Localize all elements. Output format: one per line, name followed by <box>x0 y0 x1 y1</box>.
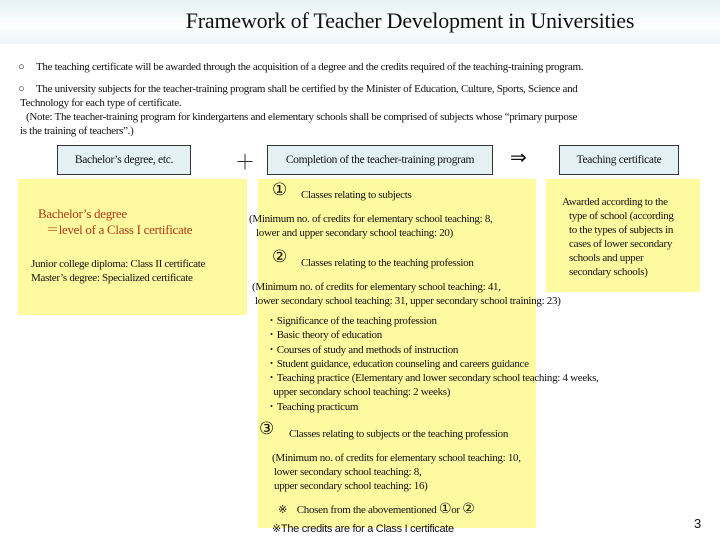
profession-subjects-list <box>266 314 599 414</box>
subjects-or-profession-label: Classes relating to subjects or the teaching profession <box>289 428 509 440</box>
bullet-certificate-award: ○ The teaching certificate will be awarded through the acquisition of a degree and the credits required of the teaching-training program. <box>18 61 584 73</box>
list-item: ・Teaching practicum <box>266 400 359 413</box>
page-title: Framework of Teacher Development in Universities <box>185 8 635 33</box>
certificate-note-line: type of school (according <box>569 210 674 222</box>
list-item: ・Courses of study and methods of instruction <box>266 343 459 356</box>
circled-one-icon: ① <box>272 180 287 200</box>
masters-degree-text: Master’s degree: Specialized certificate <box>31 272 193 284</box>
degree-panel <box>18 179 247 315</box>
profession-classes-label: Classes relating to the teaching profession <box>301 257 474 269</box>
profession-credits-text: (Minimum no. of credits for elementary school teaching: 41, <box>252 281 501 293</box>
subjects-credits-text: lower and upper secondary school teaching: 20) <box>256 227 453 239</box>
junior-college-text: Junior college diploma: Class II certificate <box>31 258 206 270</box>
class-i-level-label: ＝level of a Class I certificate <box>46 222 193 237</box>
list-item: ・Student guidance, education counseling and careers guidance <box>266 357 529 370</box>
bullet-text-line: Technology for each type of certificate. <box>20 97 182 109</box>
circle-bullet-icon: ○ <box>18 83 25 95</box>
plus-icon: ＋ <box>235 150 255 174</box>
circled-three-icon: ③ <box>259 419 274 439</box>
list-item: upper secondary school teaching: 2 weeks) <box>266 386 451 399</box>
teacher-training-program-box: Completion of the teacher-training program <box>267 145 493 175</box>
certificate-note-line: schools and upper <box>569 252 644 264</box>
profession-credits-text: lower secondary school teaching: 31, upper secondary school training: 23) <box>255 295 561 307</box>
circled-two-icon: ② <box>272 247 287 267</box>
bachelors-degree-label: Bachelor’s degree <box>38 206 127 221</box>
arrow-right-icon: ⇒ <box>510 145 527 169</box>
note-text-line: (Note: The teacher-training program for kindergartens and elementary schools shall be comprised of subjects whose “primary purpose <box>26 111 578 123</box>
subjects-credits-text: (Minimum no. of credits for elementary school teaching: 8, <box>249 213 493 225</box>
certificate-note-line: Awarded according to the <box>562 196 668 208</box>
page-number: 3 <box>694 516 702 531</box>
subjects-classes-label: Classes relating to subjects <box>301 189 412 201</box>
credits-footnote: ※The credits are for a Class I certificate <box>272 523 454 535</box>
certificate-note-line: cases of lower secondary <box>569 238 673 250</box>
teaching-certificate-box: Teaching certificate <box>559 145 679 175</box>
chosen-note: ※ Chosen from the abovementioned ①or ② <box>278 501 475 517</box>
list-item: ・Teaching practice (Elementary and lower secondary school teaching: 4 weeks, <box>266 372 599 385</box>
bachelors-degree-box: Bachelor’s degree, etc. <box>57 145 191 175</box>
combined-credits-text: (Minimum no. of credits for elementary school teaching: 10, <box>272 452 521 464</box>
combined-credits-text: lower secondary school teaching: 8, <box>274 466 422 478</box>
bullet-subject-certification: ○ The university subjects for the teacher-training program shall be certified by the Minister of Education, Culture, Sports, Science and <box>18 83 578 95</box>
reference-mark-icon: ※ <box>278 504 287 516</box>
circle-bullet-icon: ○ <box>18 61 25 73</box>
combined-credits-text: upper secondary school teaching: 16) <box>274 480 428 492</box>
list-item: ・Significance of the teaching profession <box>266 315 437 327</box>
list-item: ・Basic theory of education <box>266 329 382 342</box>
circled-one-icon: ① <box>438 501 452 517</box>
circled-two-icon: ② <box>462 501 475 517</box>
certificate-note-line: secondary schools) <box>569 266 648 278</box>
certificate-note-line: to the types of subjects in <box>569 224 674 236</box>
note-text-line: is the training of teachers”.) <box>20 125 134 137</box>
